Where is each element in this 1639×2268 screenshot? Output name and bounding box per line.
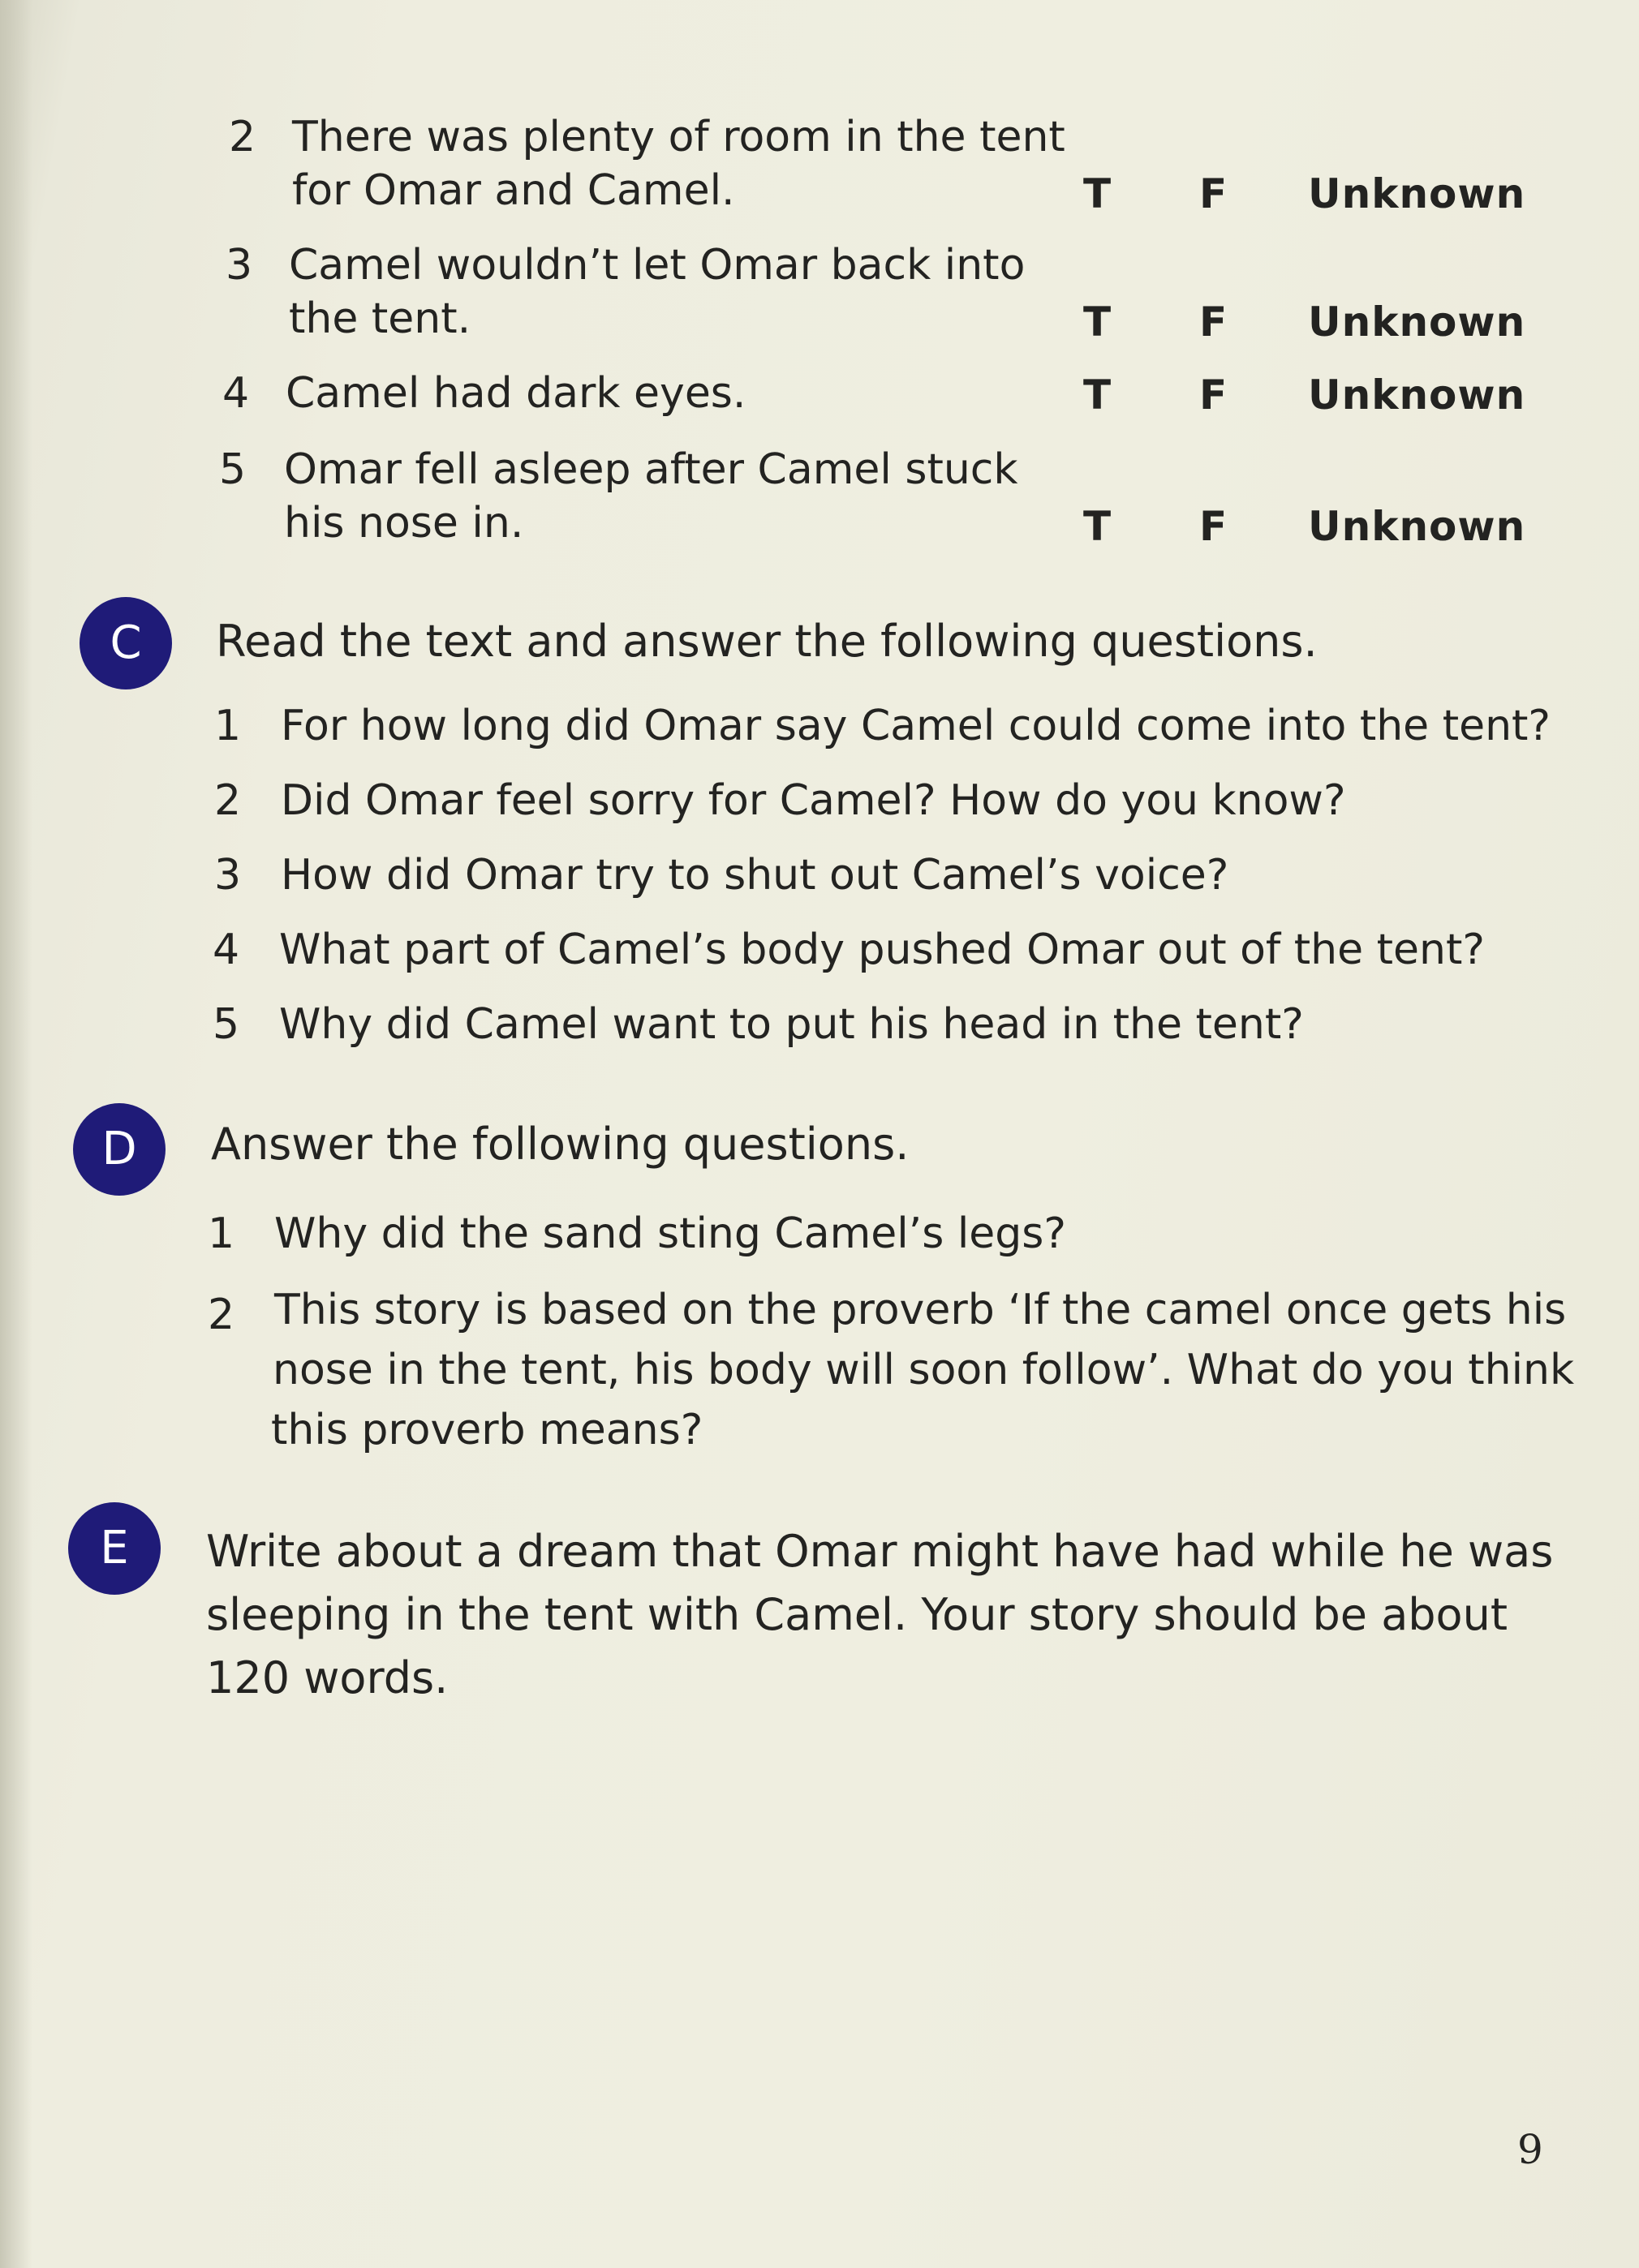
false-option[interactable]: F	[1199, 503, 1228, 550]
page-spine-shadow	[0, 0, 32, 2268]
section-c-title: Read the text and answer the following questions.	[216, 616, 1318, 667]
question-number: 1	[214, 702, 242, 750]
false-option[interactable]: F	[1199, 299, 1228, 346]
tf-item-text-line: for Omar and Camel.	[292, 166, 735, 215]
section-e-text-line: 120 words.	[206, 1652, 449, 1703]
page-number: 9	[1517, 2126, 1543, 2173]
tf-item-text-line: Camel wouldn’t let Omar back into	[289, 241, 1026, 290]
section-d-badge: D	[73, 1103, 166, 1196]
question-number: 2	[214, 776, 242, 825]
unknown-option[interactable]: Unknown	[1308, 372, 1526, 419]
question-text: What part of Camel’s body pushed Omar out of the tent?	[279, 926, 1485, 974]
question-number: 2	[208, 1291, 235, 1339]
question-number: 1	[208, 1209, 235, 1258]
question-text: How did Omar try to shut out Camel’s voice?	[281, 851, 1229, 900]
question-number: 4	[213, 926, 240, 974]
unknown-option[interactable]: Unknown	[1308, 299, 1526, 346]
question-text: Why did Camel want to put his head in the tent?	[279, 1000, 1304, 1049]
question-text: Did Omar feel sorry for Camel? How do you know?	[281, 776, 1346, 825]
tf-item-number: 2	[229, 113, 256, 161]
false-option[interactable]: F	[1199, 372, 1228, 419]
section-e-text-line: Write about a dream that Omar might have had while he was	[206, 1526, 1554, 1577]
true-option[interactable]: T	[1083, 372, 1112, 419]
tf-item-text-line: the tent.	[289, 294, 471, 343]
tf-item-number: 4	[222, 369, 250, 418]
question-text: For how long did Omar say Camel could come into the tent?	[281, 702, 1551, 750]
question-text-line: nose in the tent, his body will soon follow’. What do you think	[273, 1346, 1575, 1394]
section-c-badge: C	[80, 597, 172, 689]
question-number: 5	[213, 1000, 240, 1049]
section-e-badge: E	[68, 1502, 161, 1595]
section-e-text-line: sleeping in the tent with Camel. Your story should be about	[206, 1589, 1508, 1640]
question-number: 3	[214, 851, 242, 900]
false-option[interactable]: F	[1199, 170, 1228, 217]
tf-item-number: 3	[226, 241, 253, 290]
question-text-line: Why did the sand sting Camel’s legs?	[274, 1209, 1066, 1258]
unknown-option[interactable]: Unknown	[1308, 503, 1526, 550]
question-text-line: This story is based on the proverb ‘If the camel once gets his	[274, 1286, 1567, 1334]
tf-item-number: 5	[219, 445, 247, 494]
unknown-option[interactable]: Unknown	[1308, 170, 1526, 217]
tf-item-text-line: his nose in.	[284, 499, 524, 548]
true-option[interactable]: T	[1083, 299, 1112, 346]
true-option[interactable]: T	[1083, 170, 1112, 217]
tf-item-text-line: There was plenty of room in the tent	[292, 113, 1065, 161]
section-d-title: Answer the following questions.	[211, 1119, 910, 1170]
true-option[interactable]: T	[1083, 503, 1112, 550]
tf-item-text-line: Camel had dark eyes.	[286, 369, 746, 418]
question-text-line: this proverb means?	[271, 1406, 703, 1454]
tf-item-text-line: Omar fell asleep after Camel stuck	[284, 445, 1018, 494]
